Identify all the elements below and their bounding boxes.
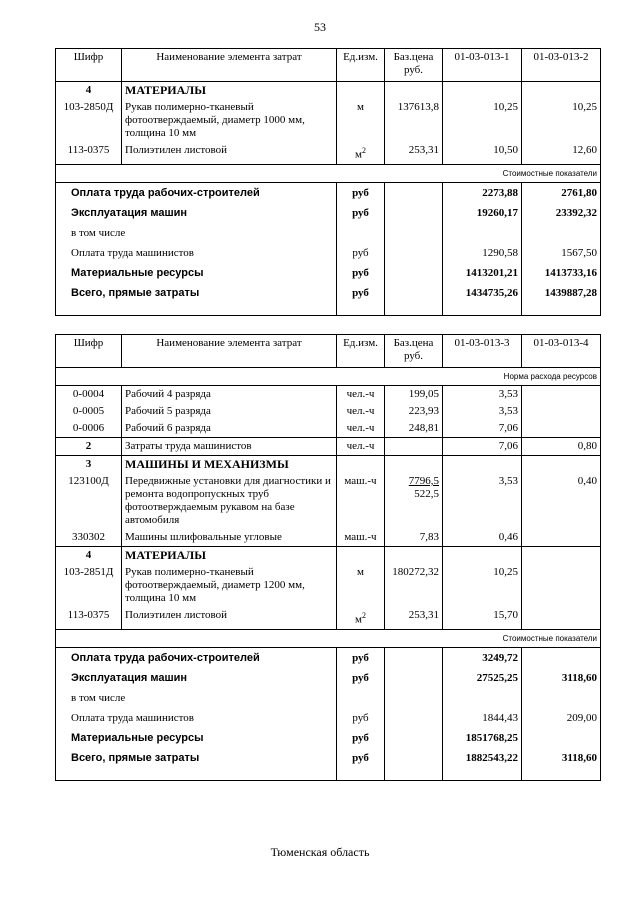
spacer-cell [385,768,443,781]
row-value-a [443,547,522,565]
cost-empty [385,243,443,263]
row-price: 253,31 [385,142,443,164]
row-price: 253,31 [385,607,443,629]
header-unit: Ед.изм. [337,335,385,368]
cost-value-a: 2273,88 [443,182,522,203]
cost-value-a: 3249,72 [443,647,522,668]
cost-row [56,668,601,688]
cost-value-a: 19260,17 [443,203,522,223]
spacer-cell [56,768,337,781]
row-value-a [443,456,522,474]
row-price: 180272,32 [385,564,443,607]
resource-row [56,438,601,456]
cost-value-a: 1290,58 [443,243,522,263]
cost-unit: руб [337,243,385,263]
cost-unit [337,223,385,243]
row-unit [337,547,385,565]
cost-value-b: 2761,80 [522,182,601,203]
cost-empty [385,182,443,203]
cost-row [56,243,601,263]
row-price [385,438,443,456]
row-code: 3 [56,456,122,474]
row-price [385,547,443,565]
cost-value-a: 1434735,26 [443,283,522,303]
cost-value-a [443,688,522,708]
row-price-secondary: 522,5 [414,488,439,500]
cost-row [56,708,601,728]
row-unit: чел.-ч [337,420,385,438]
header-row [56,335,601,368]
row-value-a: 3,53 [443,386,522,404]
row-name: Полиэтилен листовой [122,607,337,629]
row-value-b: 10,25 [522,99,601,142]
cost-unit: руб [337,182,385,203]
cost-unit: руб [337,647,385,668]
cost-label: Всего, прямые затраты [56,748,337,768]
row-code: 103-2850Д [56,99,122,142]
cost-row [56,263,601,283]
cost-value-a: 1882543,22 [443,748,522,768]
row-code: 113-0375 [56,607,122,629]
cost-unit: руб [337,263,385,283]
cost-label: Оплата труда машинистов [56,708,337,728]
row-value-b [522,403,601,420]
row-value-a: 3,53 [443,403,522,420]
row-value-b [522,564,601,607]
row-price [385,82,443,100]
footer-region: Тюменская область [270,845,370,859]
row-name: МАШИНЫ И МЕХАНИЗМЫ [122,456,337,474]
row-value-b [522,607,601,629]
header-col-b: 01-03-013-4 [522,335,601,368]
cost-unit: руб [337,728,385,748]
row-name: Затраты труда машинистов [122,438,337,456]
row-value-b [522,456,601,474]
cost-unit: руб [337,203,385,223]
cost-label: в том числе [56,223,337,243]
cost-value-a [443,223,522,243]
row-name: Рабочий 4 разряда [122,386,337,404]
cost-unit: руб [337,708,385,728]
row-name: Машины шлифовальные угловые [122,529,337,547]
header-code: Шифр [56,49,122,82]
cost-empty [385,647,443,668]
cost-value-b: 209,00 [522,708,601,728]
cost-unit: руб [337,748,385,768]
header-col-b: 01-03-013-2 [522,49,601,82]
header-name: Наименование элемента затрат [122,49,337,82]
cost-value-a: 1851768,25 [443,728,522,748]
row-value-b [522,386,601,404]
row-price-primary: 7796,5 [408,475,439,487]
spacer-cell [385,303,443,316]
cost-label: Всего, прямые затраты [56,283,337,303]
header-unit: Ед.изм. [337,49,385,82]
cost-empty [385,283,443,303]
row-value-b: 0,80 [522,438,601,456]
row-value-b [522,420,601,438]
cost-value-b: 1567,50 [522,243,601,263]
resource-row [56,564,601,607]
cost-value-b [522,223,601,243]
cost-value-b: 23392,32 [522,203,601,223]
row-value-a: 0,46 [443,529,522,547]
row-value-b: 0,40 [522,473,601,529]
resource-row [56,386,601,404]
resource-table-1 [55,48,601,316]
row-value-b [522,82,601,100]
page-number: 53 [314,20,326,34]
row-value-b [522,547,601,565]
row-value-a: 10,50 [443,142,522,164]
spacer-row [56,768,601,781]
row-name: Рукав полимерно-тканевый фотоотверждаемый, диаметр 1200 мм, толщина 10 мм [122,564,337,607]
row-value-a: 7,06 [443,420,522,438]
header-col-a: 01-03-013-3 [443,335,522,368]
cost-label: Эксплуатация машин [56,668,337,688]
spacer-cell [337,303,385,316]
row-value-a: 15,70 [443,607,522,629]
cost-empty [385,728,443,748]
cost-empty [385,748,443,768]
cost-label: Оплата труда рабочих-строителей [56,182,337,203]
spacer-row [56,303,601,316]
resource-row [56,607,601,629]
row-code: 113-0375 [56,142,122,164]
cost-value-b [522,688,601,708]
row-name: МАТЕРИАЛЫ [122,82,337,100]
cost-band-label: Стоимостные показатели [56,164,601,182]
row-unit: чел.-ч [337,403,385,420]
row-code: 123100Д [56,473,122,529]
cost-value-b [522,728,601,748]
row-code: 103-2851Д [56,564,122,607]
cost-value-b: 3118,60 [522,668,601,688]
row-value-a: 3,53 [443,473,522,529]
spacer-cell [522,303,601,316]
row-price: 248,81 [385,420,443,438]
row-name: Рабочий 6 разряда [122,420,337,438]
row-code: 0-0006 [56,420,122,438]
cost-empty [385,668,443,688]
cost-label: Материальные ресурсы [56,263,337,283]
spacer-cell [522,768,601,781]
cost-empty [385,708,443,728]
row-unit: чел.-ч [337,386,385,404]
header-price: Баз.цена руб. [385,49,443,82]
cost-empty [385,688,443,708]
cost-unit: руб [337,283,385,303]
cost-row [56,748,601,768]
row-code: 4 [56,547,122,565]
cost-row [56,283,601,303]
cost-value-b: 1439887,28 [522,283,601,303]
row-name: Передвижные установки для диагностики и ремонта водопропускных труб фотоотверждаемым рукавом на базе автомобиля [122,473,337,529]
cost-value-a: 1413201,21 [443,263,522,283]
row-value-b [522,529,601,547]
cost-label: Материальные ресурсы [56,728,337,748]
spacer-cell [337,768,385,781]
resource-row [56,473,601,529]
header-col-a: 01-03-013-1 [443,49,522,82]
resource-row [56,403,601,420]
resource-row [56,420,601,438]
row-unit: маш.-ч [337,473,385,529]
cost-row [56,647,601,668]
cost-band-row [56,629,601,647]
cost-value-b [522,647,601,668]
spacer-cell [56,303,337,316]
header-name: Наименование элемента затрат [122,335,337,368]
row-name: Рабочий 5 разряда [122,403,337,420]
section-row [56,456,601,474]
cost-unit: руб [337,668,385,688]
cost-unit [337,688,385,708]
row-unit: м [337,564,385,607]
cost-label: Оплата труда машинистов [56,243,337,263]
cost-row [56,688,601,708]
cost-empty [385,263,443,283]
cost-empty [385,203,443,223]
row-unit: $м^2$ [337,607,385,629]
row-code: 330302 [56,529,122,547]
header-row [56,49,601,82]
cost-row [56,223,601,243]
cost-row [56,728,601,748]
cost-value-b: 1413733,16 [522,263,601,283]
cost-row [56,182,601,203]
row-unit: $м^2$ [337,142,385,164]
resource-row [56,529,601,547]
row-price [385,456,443,474]
norm-band-row [56,368,601,386]
spacer-cell [443,768,522,781]
row-code: 0-0005 [56,403,122,420]
row-name: МАТЕРИАЛЫ [122,547,337,565]
row-value-a [443,82,522,100]
row-code: 4 [56,82,122,100]
row-price: 137613,8 [385,99,443,142]
row-value-b: 12,60 [522,142,601,164]
resource-row [56,142,601,164]
row-price: 223,93 [385,403,443,420]
section-row [56,82,601,100]
row-value-a: 10,25 [443,564,522,607]
row-price [385,473,443,529]
row-value-a: 7,06 [443,438,522,456]
row-unit [337,82,385,100]
row-unit: чел.-ч [337,438,385,456]
cost-empty [385,223,443,243]
row-name: Рукав полимерно-тканевый фотоотверждаемый, диаметр 1000 мм, толщина 10 мм [122,99,337,142]
spacer-cell [443,303,522,316]
cost-label: в том числе [56,688,337,708]
header-code: Шифр [56,335,122,368]
row-unit [337,456,385,474]
cost-label: Эксплуатация машин [56,203,337,223]
row-code: 0-0004 [56,386,122,404]
header-price: Баз.цена руб. [385,335,443,368]
cost-value-a: 1844,43 [443,708,522,728]
row-price: 7,83 [385,529,443,547]
row-unit: м [337,99,385,142]
cost-value-a: 27525,25 [443,668,522,688]
row-value-a: 10,25 [443,99,522,142]
row-code: 2 [56,438,122,456]
cost-band-row [56,164,601,182]
section-row [56,547,601,565]
row-name: Полиэтилен листовой [122,142,337,164]
cost-value-b: 3118,60 [522,748,601,768]
row-price: 199,05 [385,386,443,404]
resource-row [56,99,601,142]
row-unit: маш.-ч [337,529,385,547]
cost-band-label: Стоимостные показатели [56,629,601,647]
resource-table-2 [55,334,601,781]
cost-row [56,203,601,223]
norm-band-label: Норма расхода ресурсов [56,368,601,386]
cost-label: Оплата труда рабочих-строителей [56,647,337,668]
